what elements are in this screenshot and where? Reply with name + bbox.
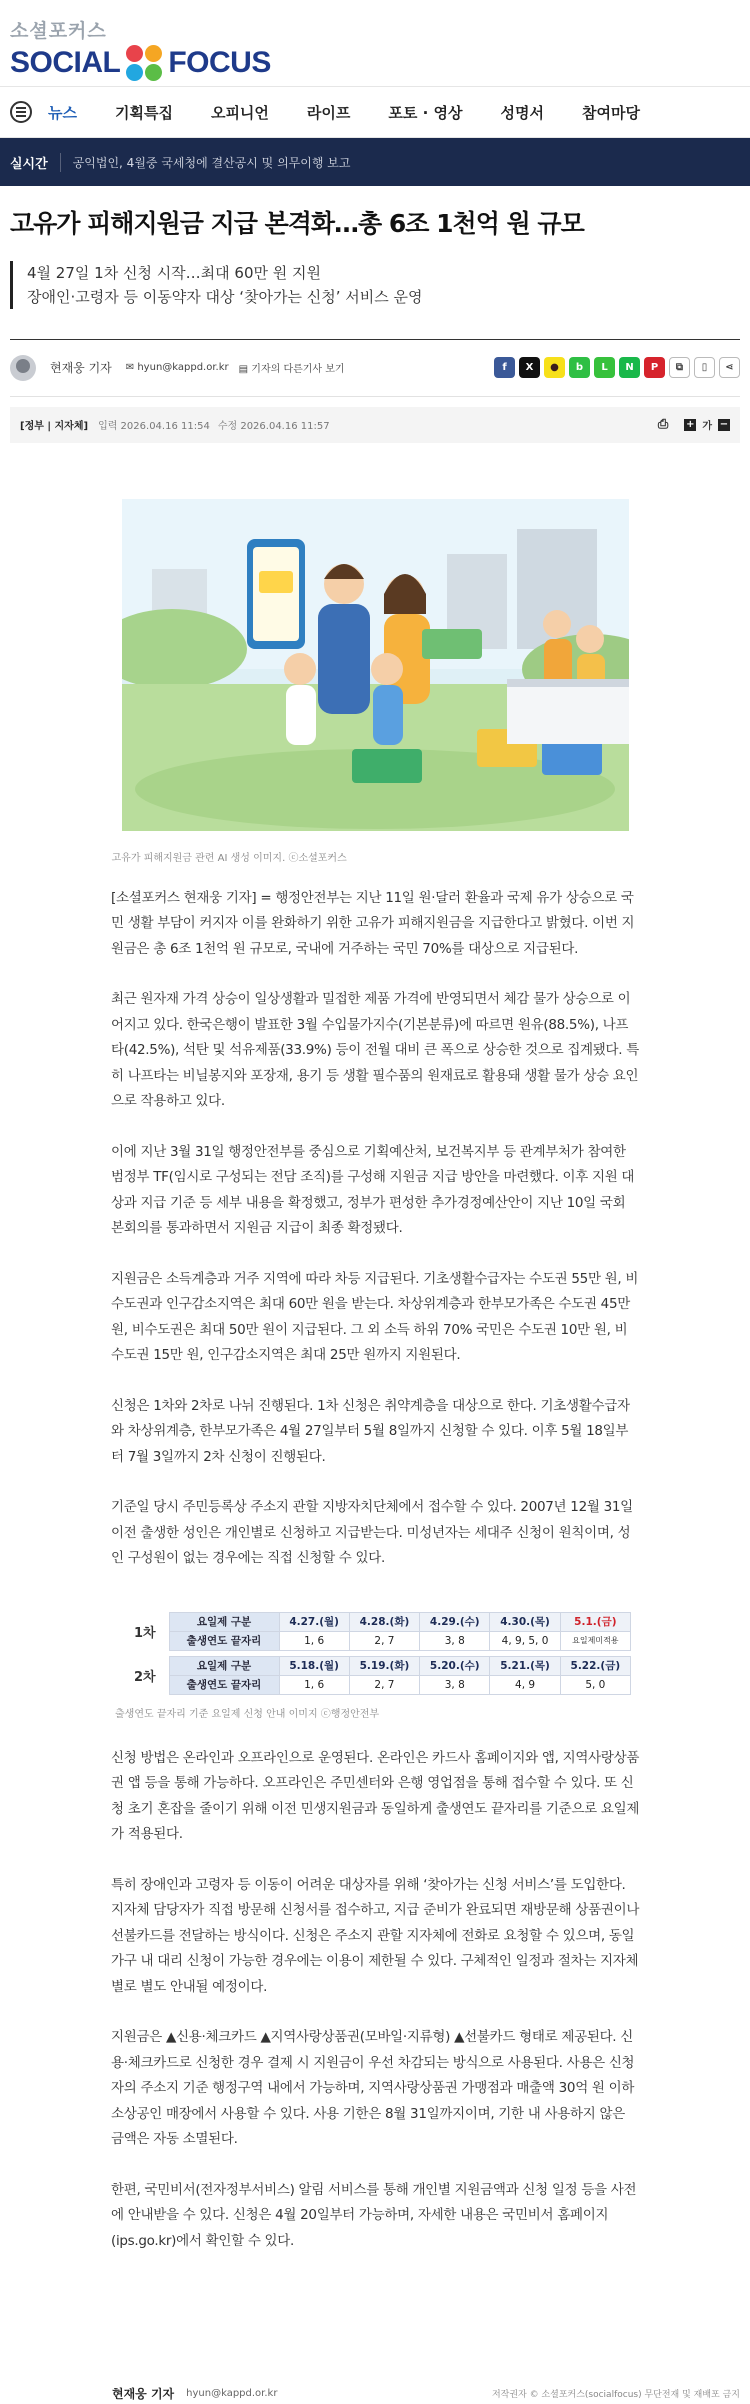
nav-item-community[interactable]: 참여마당	[582, 103, 640, 122]
article-meta	[10, 407, 740, 443]
naver-icon[interactable]: N	[619, 357, 640, 378]
row-header: 출생연도 끝자리	[169, 1675, 279, 1694]
nav-item-news[interactable]: 뉴스	[48, 103, 77, 122]
copyright-notice: 저작권자 © 소셜포커스(socialfocus) 무단전재 및 재배포 금지	[491, 2390, 740, 2400]
round-label: 1차	[121, 1612, 169, 1650]
table-cell: 4, 9	[490, 1675, 560, 1694]
paragraph: 신청 방법은 온라인과 오프라인으로 운영된다. 온라인은 카드사 홈페이지와 앱, 지역사랑상품권 앱 등을 통해 가능하다. 오프라인은 주민센터와 은행 영업점을 통해 접수할 수 있다. 또 신청 초기 혼잡을 줄이기 위해 이전 민생지원금과 동일하게 출생연도 끝자리를 기준으로 요일제가 적용된다.	[111, 1749, 640, 1842]
reporter-name[interactable]: 현재웅 기자	[50, 361, 112, 375]
nav-item-features[interactable]: 기획특집	[114, 103, 173, 122]
ticker-headline[interactable]: 공익법인, 4월중 국세청에 결산공시 및 의무이행 보고	[72, 155, 351, 170]
table-cell: 5.18.(월)	[279, 1656, 349, 1675]
table-cell: 1, 6	[279, 1675, 349, 1694]
article-footer	[0, 2383, 750, 2404]
schedule-table	[121, 1612, 631, 1695]
article-subtitle	[10, 261, 740, 309]
news-ticker	[0, 138, 750, 186]
table-cell: 3, 8	[420, 1675, 490, 1694]
table-row	[121, 1656, 631, 1675]
font-size-label: 가	[702, 421, 712, 432]
site-header	[0, 0, 750, 86]
font-size-increase-icon[interactable]: +	[686, 419, 695, 430]
subtitle-line: 4월 27일 1차 신청 시작…최대 60만 원 지원	[27, 263, 322, 282]
row-header: 요일제 구분	[169, 1612, 279, 1631]
logo-text-right: FOCUS	[168, 46, 271, 79]
menu-icon[interactable]	[10, 101, 32, 123]
copy-icon[interactable]: ⧉	[669, 357, 690, 378]
reporter-avatar	[10, 355, 36, 381]
table-cell: 5.21.(목)	[490, 1656, 560, 1675]
paragraph: [소셜포커스 현재웅 기자] = 행정안전부는 지난 11일 원·달러 환율과 국제 유가 상승으로 국민 생활 부담이 커지자 이를 완화하기 위한 고유가 피해지원금을 지급한다고 밝혔다. 이번 지원금은 총 6조 1천억 원 규모로, 국내에 거주하는 국민 70%를 대상으로 지급된다.	[111, 889, 635, 957]
share-bar	[494, 357, 740, 378]
table-cell: 4.28.(화)	[349, 1612, 419, 1631]
byline	[10, 339, 740, 397]
line-icon[interactable]: L	[594, 357, 615, 378]
paragraph: 이에 지난 3월 31일 행정안전부를 중심으로 기획예산처, 보건복지부 등 관계부처가 참여한 범정부 TF(임시로 구성되는 전담 조직)를 구성해 지원금 지급 방안을 마련했다. 이후 지원 대상과 지급 기준 등 세부 내용을 확정했고, 정부가 편성한 추가경정예산안이 지난 10일 국회 본회의를 통과하면서 지원금 지급이 최종 확정됐다.	[111, 1143, 635, 1236]
family-illustration-image	[122, 499, 629, 831]
pinterest-icon[interactable]: P	[644, 357, 665, 378]
table-row	[121, 1675, 631, 1694]
logo-text-left: SOCIAL	[10, 46, 121, 79]
ticker-label: 실시간	[10, 153, 61, 172]
kakaotalk-icon[interactable]: ●	[544, 357, 565, 378]
font-size-decrease-icon[interactable]: −	[719, 419, 729, 430]
table-cell: 4, 9, 5, 0	[490, 1631, 560, 1650]
nav-item-photo-video[interactable]: 포토 · 영상	[388, 103, 463, 122]
table-cell: 2, 7	[349, 1675, 419, 1694]
table-cell: 4.30.(목)	[490, 1612, 560, 1631]
row-header: 출생연도 끝자리	[169, 1631, 279, 1650]
more-articles-link[interactable]: ▤ 기자의 다른기사 보기	[238, 364, 345, 375]
x-icon[interactable]: X	[519, 357, 540, 378]
table-caption: 출생연도 끝자리 기준 요일제 신청 안내 이미지 ⓒ행정안전부	[115, 1708, 380, 1720]
nav-item-life[interactable]: 라이프	[306, 103, 351, 122]
table-cell: 4.29.(수)	[420, 1612, 490, 1631]
table-cell: 5.22.(금)	[560, 1656, 630, 1675]
table-row	[121, 1631, 631, 1650]
paragraph: 최근 원자재 가격 상승이 일상생활과 밀접한 제품 가격에 반영되면서 체감 물가 상승으로 이어지고 있다. 한국은행이 발표한 3월 수입물가지수(기본분류)에 따르면 원유(88.5%), 나프타(42.5%), 석탄 및 석유제품(33.9%) 등이 전월 대비 큰 폭으로 상승한 것으로 집계됐다. 특히 나프타는 비닐봉지와 포장재, 용기 등 생활 필수품의 원재료로 활용돼 생활 물가 상승 요인으로 작용하고 있다.	[111, 991, 640, 1109]
reporter-email[interactable]: ✉ hyun@kappd.or.kr	[125, 362, 229, 373]
nav-item-opinion[interactable]: 오피니언	[210, 103, 269, 122]
paragraph: 한편, 국민비서(전자정부서비스) 알림 서비스를 통해 개인별 지원금액과 신청 일정 등을 사전에 안내받을 수 있다. 신청은 4월 20일부터 가능하며, 자세한 내용은 국민비서 홈페이지(ips.go.kr)에서 확인할 수 있다.	[111, 2181, 637, 2249]
modified-date: 수정 2026.04.16 11:57	[217, 421, 330, 432]
table-row	[121, 1612, 631, 1631]
main-nav	[0, 86, 750, 138]
table-cell: 2, 7	[349, 1631, 419, 1650]
table-cell: 5.19.(화)	[349, 1656, 419, 1675]
table-cell: 5, 0	[560, 1675, 630, 1694]
schedule-table-figure	[115, 1612, 631, 1720]
table-cell: 5.1.(금)	[560, 1612, 630, 1631]
share-icon[interactable]: ⋖	[719, 357, 740, 378]
article-tools	[658, 417, 730, 432]
table-cell: 1, 6	[279, 1631, 349, 1650]
nav-item-statements[interactable]: 성명서	[500, 103, 544, 122]
print-icon[interactable]: ⎙	[657, 417, 669, 432]
paragraph: 기준일 당시 주민등록상 주소지 관할 지방자치단체에서 접수할 수 있다. 2007년 12월 31일 이전 출생한 성인은 개인별로 신청하고 지급받는다. 미성년자는 세대주 신청이 원칙이며, 성인 구성원이 없는 경우에는 직접 신청할 수 있다.	[111, 1499, 633, 1566]
bookmark-icon[interactable]: ▯	[694, 357, 715, 378]
logo[interactable]	[10, 45, 740, 81]
table-cell: 4.27.(월)	[279, 1612, 349, 1631]
paragraph: 지원금은 ▲신용·체크카드 ▲지역사랑상품권(모바일·지류형) ▲선불카드 형태로 제공된다. 신용·체크카드로 신청한 경우 결제 시 지원금이 우선 차감되는 방식으로 사용된다. 사용은 신청자의 주소지 기준 행정구역 내에서 가능하며, 지역사랑상품권 가맹점과 매출액 30억 원 이하 소상공인 매장에서 사용할 수 있다. 사용 기한은 8월 31일까지이며, 기한 내 사용하지 않은 금액은 자동 소멸된다.	[111, 2029, 635, 2147]
paragraph: 특히 장애인과 고령자 등 이동이 어려운 대상자를 위해 ‘찾아가는 신청 서비스’를 도입한다. 지자체 담당자가 직접 방문해 신청서를 접수하고, 지급 준비가 완료되면 재방문해 상품권이나 선불카드를 전달하는 방식이다. 신청은 주소지 관할 지자체에 전화로 요청할 수 있으며, 동일 가구 내 대리 신청이 가능한 경우에는 이용이 제한될 수 있다. 구체적인 일정과 절차는 지자체별로 별도 안내될 예정이다.	[111, 1876, 640, 1995]
subtitle-line: 장애인·고령자 등 이동약자 대상 ‘찾아가는 신청’ 서비스 운영	[27, 287, 423, 306]
logo-korean[interactable]: 소셜포커스	[10, 20, 107, 42]
image-caption: 고유가 피해지원금 관련 AI 생성 이미지. ⓒ소셜포커스	[111, 852, 347, 864]
facebook-icon[interactable]: f	[494, 357, 515, 378]
logo-mark-icon	[126, 45, 162, 81]
table-cell: 5.20.(수)	[420, 1656, 490, 1675]
paragraph: 신청은 1차와 2차로 나뉘 진행된다. 1차 신청은 취약계층을 대상으로 한다. 기초생활수급자와 차상위계층, 한부모가족은 4월 27일부터 5월 8일까지 신청할 수 있다. 이후 5월 18일부터 7월 3일까지 2차 신청이 진행된다.	[111, 1397, 630, 1465]
row-header: 요일제 구분	[169, 1656, 279, 1675]
article-title: 고유가 피해지원금 지급 본격화…총 6조 1천억 원 규모	[10, 209, 584, 238]
article-body	[0, 886, 750, 1572]
table-cell: 요일제미적용	[560, 1631, 630, 1650]
footer-reporter-email[interactable]: hyun@kappd.or.kr	[186, 2388, 278, 2399]
article-figure	[111, 499, 629, 864]
published-date: 입력 2026.04.16 11:54	[98, 421, 210, 432]
table-cell: 3, 8	[420, 1631, 490, 1650]
paragraph: 지원금은 소득계층과 거주 지역에 따라 차등 지급된다. 기초생활수급자는 수도권 55만 원, 비수도권과 인구감소지역은 최대 60만 원을 받는다. 차상위계층과 한부모가족은 수도권 45만 원, 비수도권은 최대 50만 원이 지급된다. 그 외 소득 하위 70% 국민은 수도권 10만 원, 비수도권 15만 원, 인구감소지역은 최대 25만 원까지 지원된다.	[111, 1270, 639, 1363]
footer-reporter-name[interactable]: 현재웅 기자	[112, 2387, 175, 2401]
band-icon[interactable]: b	[569, 357, 590, 378]
round-label: 2차	[121, 1656, 169, 1694]
article-category[interactable]: [정부 | 지자체]	[20, 421, 89, 432]
article-body-continued	[0, 1746, 750, 2255]
